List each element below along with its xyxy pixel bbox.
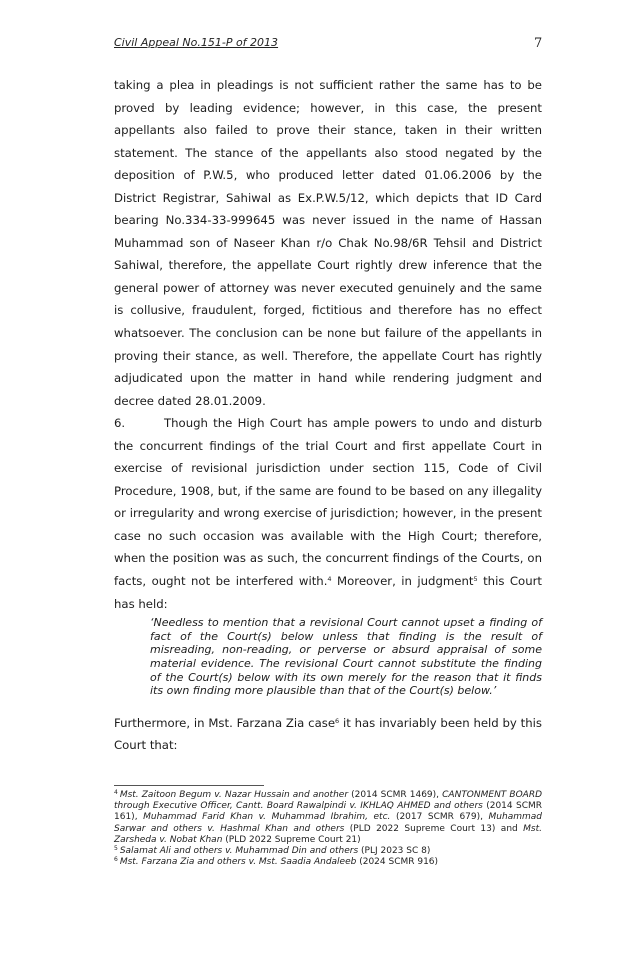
- case-citation: Muhammad Sarwar and others v. Hashmal Khan and others: [114, 812, 542, 834]
- case-citation: Salamat Ali and others v. Muhammad Din and others: [119, 846, 359, 857]
- footnote-5: [114, 846, 542, 857]
- paragraph-continued: [114, 74, 542, 412]
- paragraph-text: it has invariably been held by this Court that:: [114, 715, 542, 753]
- paragraph-text: this Court has held:: [114, 574, 543, 611]
- case-citation: Mst. Farzana Zia and others v. Mst. Saadia Andaleeb: [119, 857, 357, 868]
- block-quote: ‘Needless to mention that a revisional Court cannot upset a finding of fact of the Court(s) below unless that finding is the result of misreading, non-reading, or perverse or absurd appraisal of some material evidence. The revisional Court cannot substitute the finding of the Court(s) below with its own merely for the reason that it finds its own finding more plausible than that of the Court(s) below.’: [150, 616, 542, 698]
- judgment-body: [114, 74, 542, 757]
- footnote-6: [114, 857, 542, 868]
- footnote-ref-5[interactable]: 5: [473, 575, 478, 584]
- citation-ref: (2014 SCMR 161),: [114, 801, 543, 823]
- footnote-number: 4: [114, 789, 118, 796]
- footnote-4: [114, 790, 542, 846]
- case-citation: Mst. Zaitoon Begum v. Nazar Hussain and another: [119, 790, 349, 800]
- paragraph-text: Furthermore, in Mst. Farzana Zia case: [114, 715, 336, 730]
- case-citation: CANTONMENT BOARD through Executive Officer, Cantt. Board Rawalpindi v. IKHLAQ AHMED and others: [114, 790, 543, 812]
- case-citation: Mst. Zarsheda v. Nobat Khan: [114, 823, 542, 845]
- paragraph-text: taking a plea in pleadings is not sufficient rather the same has to be proved by leading evidence; however, in this case, the present appellants also failed to prove their stance, taken in their written statement. The stance of the appellants also stood negated by the deposition of P.W.5, who produced letter dated 01.06.2006 by the District Registrar, Sahiwal as Ex.P.W.5/12, which depicts that ID Card bearing No.334-33-999645 was never issued in the name of Hassan Muhammad son of Naseer Khan r/o Chak No.98/6R Tehsil and District Sahiwal, therefore, the appellate Court rightly drew inference that the general power of attorney was never executed genuinely and the same is collusive, fraudulent, forged, fictitious and therefore has no effect whatsoever. The conclusion can be none but failure of the appellants in proving their stance, as well. Therefore, the appellate Court has rightly adjudicated upon the matter in hand while rendering judgment and decree dated 28.01.2009.: [114, 78, 542, 408]
- citation-ref: (2024 SCMR 916): [356, 857, 439, 868]
- citation-ref: (2014 SCMR 1469),: [348, 790, 443, 800]
- paragraph-text: Moreover, in judgment: [331, 574, 474, 589]
- paragraph-number: 6.: [114, 416, 126, 431]
- citation-ref: (PLD 2022 Supreme Court 13) and: [344, 823, 524, 834]
- footnote-ref-6[interactable]: 6: [335, 716, 340, 725]
- footnote-divider: [114, 785, 264, 786]
- paragraph-6: [114, 412, 542, 615]
- footnote-number: 6: [114, 856, 118, 864]
- case-citation: Muhammad Farid Khan v. Muhammad Ibrahim, etc.: [143, 812, 391, 823]
- citation-ref: (2017 SCMR 679),: [390, 812, 489, 823]
- paragraph-farzana: [114, 712, 542, 757]
- citation-ref: (PLJ 2023 SC 8): [358, 846, 431, 857]
- page-number: 7: [534, 36, 543, 51]
- footnote-number: 5: [114, 845, 118, 853]
- paragraph-text: Though the High Court has ample powers to undo and disturb the concurrent findings of the trial Court and first appellate Court in exercise of revisional jurisdiction under section 115, Code of Civil Procedure, 1908, but, if the same are found to be based on any illegality or irregularity and wrong exercise of jurisdiction; however, in the present case no such occasion was available with the High Court; therefore, when the position was as such, the concurrent findings of the Courts, on facts, ought not be interfered with.: [114, 416, 542, 589]
- case-title-header: Civil Appeal No.151-P of 2013: [114, 36, 279, 49]
- footnotes: [114, 790, 542, 868]
- citation-ref: (PLD 2022 Supreme Court 21): [222, 834, 361, 845]
- footnote-ref-4[interactable]: 4: [327, 575, 332, 584]
